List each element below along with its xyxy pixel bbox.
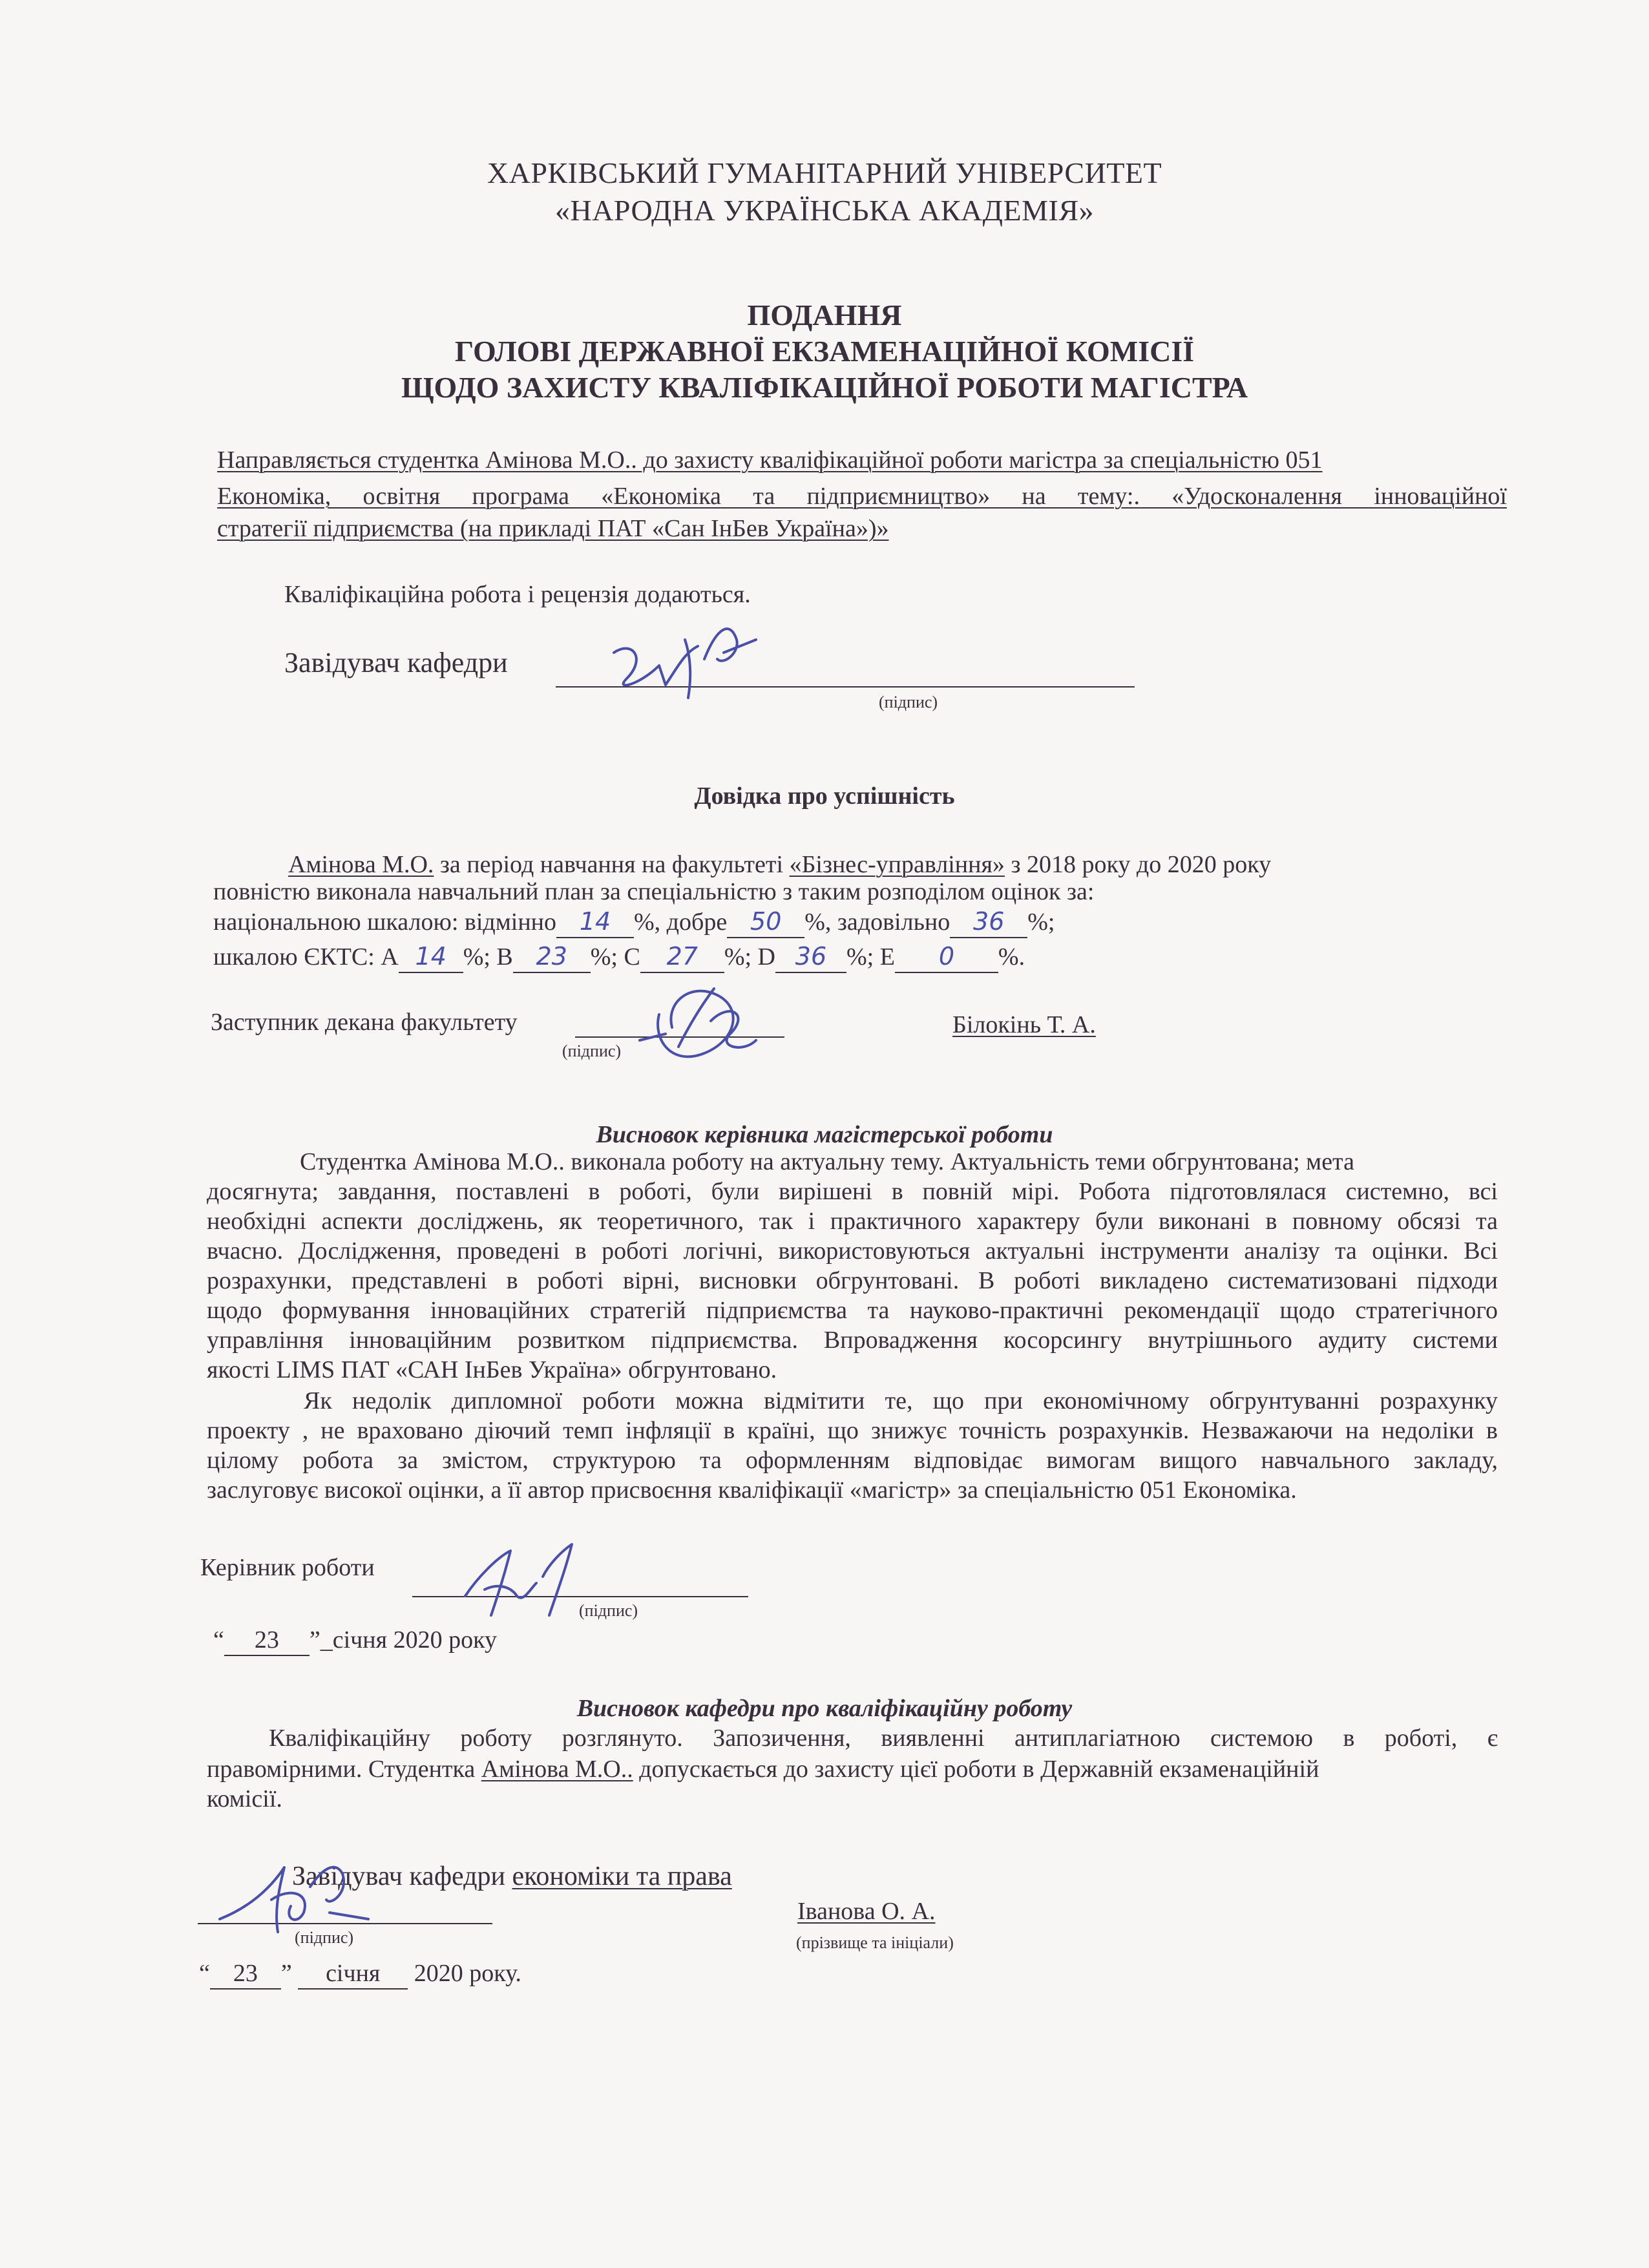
- deputy-signature-caption: (підпис): [562, 1042, 622, 1060]
- study-years: з 2018 року до 2020 року: [1011, 851, 1272, 878]
- ects-d-value: 36: [795, 942, 827, 971]
- ects-d-label: %; D: [724, 943, 775, 971]
- referral-line-2: Економіка, освітня програма «Економіка та підприємництво» на тему:. «Удосконалення інноваційної: [217, 483, 1507, 510]
- date-quote-open-2: “: [199, 1960, 210, 1987]
- conclusion-line: вчасно. Дослідження, проведені в роботі логічні, використовуються актуальні інструменти аналізу та оцінки. Всі: [207, 1237, 1498, 1265]
- line2-before: правомірними. Студентка: [207, 1756, 476, 1783]
- supervisor-conclusion-heading: Висновок керівника магістерської роботи: [596, 1121, 1053, 1148]
- ects-e-value: 0: [938, 942, 955, 971]
- ects-c-value: 27: [666, 942, 698, 971]
- signature-head-1: [607, 614, 762, 704]
- pct-final: %.: [998, 943, 1025, 971]
- conclusion-line: досягнута; завдання, поставлені в роботі, були вирішені в повній мірі. Робота підготовлялася системно, всі: [207, 1178, 1498, 1205]
- supervisor-date: [213, 1626, 497, 1656]
- department-conclusion-line-3: комісії.: [207, 1785, 282, 1812]
- signature-supervisor: [452, 1538, 582, 1628]
- document-subtitle-2: ЩОДО ЗАХИСТУ КВАЛІФІКАЦІЙНОЇ РОБОТИ МАГІСТРА: [401, 371, 1248, 404]
- head-of-department-label: Завідувач кафедри: [284, 647, 508, 678]
- conclusion-line: проекту , не враховано діючий темп інфляції в країні, що знижує точність розрахунків. Незважаючи на недоліки в: [207, 1417, 1498, 1444]
- department-signature-caption: (підпис): [295, 1928, 354, 1947]
- good-label: %, добре: [634, 908, 728, 936]
- ects-e-label: %; Е: [846, 943, 895, 971]
- student-name: Амінова М.О.: [288, 851, 434, 878]
- department-conclusion-line-1: Кваліфікаційну роботу розглянуто. Запозичення, виявленні антиплагіатною системою в роботі, є: [269, 1725, 1498, 1752]
- grade-satisfactory: 36: [973, 907, 1005, 936]
- period-text: за період навчання на факультеті: [439, 851, 784, 878]
- department-head-label: Завідувач кафедри: [292, 1862, 505, 1891]
- national-scale-label: національною шкалою: відмінно: [213, 908, 557, 936]
- date-quote-open: “: [213, 1626, 224, 1654]
- performance-line-2: повністю виконала навчальний план за спеціальністю з таким розподілом оцінок за:: [213, 878, 1095, 905]
- signature-caption: (підпис): [879, 693, 938, 711]
- department-date: [199, 1959, 521, 1990]
- ects-c-label: %; С: [590, 943, 640, 971]
- satisfactory-label: %, задовільно: [804, 908, 951, 936]
- conclusion-line: Студентка Амінова М.О.. виконала роботу на актуальну тему. Актуальність теми обгрунтована; мета: [300, 1148, 1354, 1175]
- name-caption: (прізвище та ініціали): [796, 1933, 954, 1952]
- university-name-line2: «НАРОДНА УКРАЇНСЬКА АКАДЕМІЯ»: [554, 194, 1095, 227]
- date-day: 23: [224, 1626, 310, 1656]
- supervisor-signature-caption: (підпис): [579, 1601, 638, 1620]
- ects-b-label: %; В: [463, 943, 513, 971]
- university-name-line1: ХАРКІВСЬКИЙ ГУМАНІТАРНИЙ УНІВЕРСИТЕТ: [487, 156, 1162, 189]
- department-head-name: Іванова О. А.: [797, 1898, 936, 1925]
- conclusion-line: необхідні аспекти досліджень, як теоретичного, так і практичного характеру були виконані в повному обсязі та: [207, 1208, 1498, 1235]
- referral-line-3: стратегії підприємства (на прикладі ПАТ «Сан ІнБев Україна»)»: [217, 515, 889, 542]
- date-rest: ”_січня 2020 року: [309, 1626, 498, 1654]
- department-name: економіки та права: [512, 1862, 732, 1891]
- ects-scale-row: [213, 942, 1025, 973]
- grade-good: 50: [750, 907, 782, 936]
- performance-heading: Довідка про успішність: [694, 782, 955, 810]
- department-conclusion-heading: Висновок кафедри про кваліфікаційну роботу: [576, 1695, 1073, 1722]
- performance-line-1: [288, 850, 1271, 879]
- student-name-2: Амінова М.О..: [481, 1756, 633, 1783]
- ects-label: шкалою ЄКТС: А: [213, 943, 399, 971]
- supervisor-label: Керівник роботи: [200, 1554, 375, 1581]
- line2-after: допускається до захисту цієї роботи в Державній екзаменаційній: [639, 1756, 1319, 1783]
- date-month-2: січня: [298, 1959, 408, 1990]
- conclusion-line: заслуговує високої оцінки, а її автор присвоєння кваліфікації «магістр» за спеціальністю 051 Економіка.: [207, 1476, 1297, 1504]
- conclusion-line: Як недолік дипломної роботи можна відмітити те, що при економічному обгрунтуванні розрахунку: [304, 1387, 1498, 1414]
- grade-excellent: 14: [579, 907, 611, 936]
- pct-end: %;: [1027, 908, 1055, 936]
- deputy-dean-label: Заступник декана факультету: [211, 1009, 518, 1036]
- conclusion-line: щодо формування інноваційних стратегій підприємства та науково-практичні рекомендації щодо стратегічного: [207, 1297, 1498, 1324]
- signature-deputy-dean: [633, 976, 769, 1079]
- conclusion-line: розрахунки, представлені в роботі вірні, висновки обгрунтовані. В роботі викладено систематизовані підходи: [207, 1267, 1498, 1294]
- document-subtitle-1: ГОЛОВІ ДЕРЖАВНОЇ ЕКЗАМЕНАЦІЙНОЇ КОМІСІЇ: [454, 335, 1195, 368]
- conclusion-line: якості LIMS ПАТ «САН ІнБев Україна» обгрунтовано.: [207, 1356, 777, 1383]
- deputy-dean-name: Білокінь Т. А.: [952, 1011, 1096, 1038]
- ects-a-value: 14: [415, 942, 446, 971]
- date-year-2: 2020 року.: [414, 1960, 521, 1987]
- conclusion-line: цілому робота за змістом, структурою та оформленням відповідає вимогам вищого навчального закладу,: [207, 1447, 1498, 1474]
- date-day-2: 23: [210, 1959, 281, 1990]
- referral-line-1: Направляється студентка Амінова М.О.. до захисту кваліфікаційної роботи магістра за спеціальністю 051: [217, 446, 1323, 474]
- attached-note: Кваліфікаційна робота і рецензія додаються.: [284, 581, 751, 608]
- ects-b-value: 23: [536, 942, 567, 971]
- national-scale-row: [213, 907, 1055, 938]
- faculty-name: «Бізнес-управління»: [789, 851, 1005, 878]
- document-title: ПОДАННЯ: [747, 299, 902, 331]
- conclusion-line: управління інноваційним розвитком підприємства. Впровадження косорсингу внутрішнього аудиту системи: [207, 1327, 1498, 1354]
- date-quote-close-2: ”: [280, 1960, 292, 1987]
- department-conclusion-line-2: [207, 1755, 1319, 1784]
